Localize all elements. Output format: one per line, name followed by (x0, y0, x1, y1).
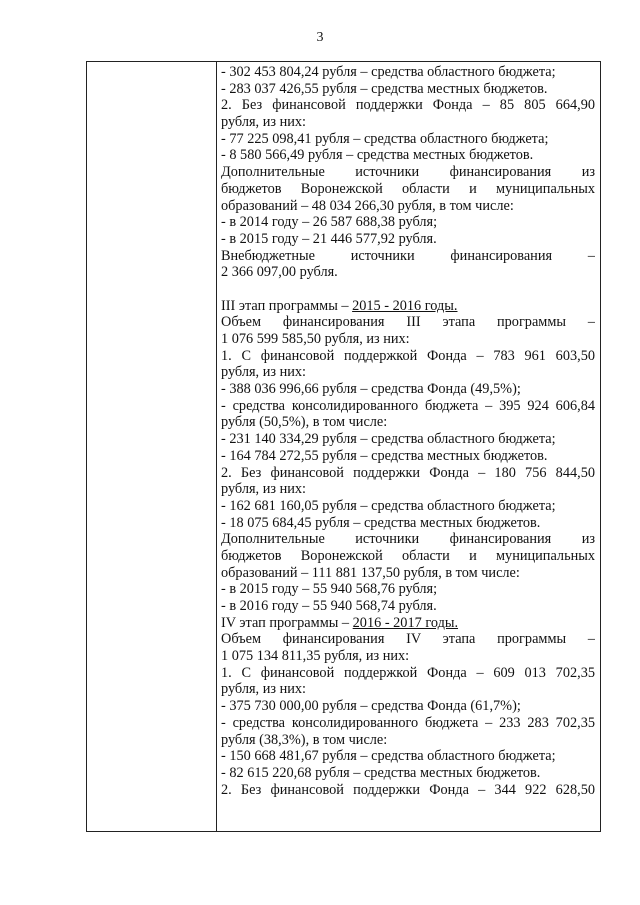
line-text: 1. С финансовой поддержкой Фонда – 783 961 603,50 (221, 347, 595, 364)
line-text: 1 076 599 585,50 рубля, из них: (221, 331, 410, 347)
line-text: - 162 681 160,05 рубля – средства областного бюджета; (221, 497, 556, 514)
text-line (221, 665, 595, 682)
line-text: - 302 453 804,24 рубля – средства областного бюджета; (221, 64, 556, 80)
text-line (221, 398, 595, 415)
line-text: - в 2015 году – 21 446 577,92 рубля. (221, 230, 437, 247)
financing-table (86, 61, 601, 832)
text-line (221, 181, 595, 198)
table-right-column (218, 62, 600, 831)
line-text: образований – 111 881 137,50 рубля, в том числе: (221, 564, 520, 581)
line-text: рубля, из них: (221, 114, 306, 131)
line-text: бюджетов Воронежской области и муниципальных (221, 547, 595, 564)
text-line (221, 681, 595, 698)
text-line (221, 81, 595, 98)
text-line (221, 648, 595, 665)
text-line (221, 364, 595, 381)
text-line (221, 298, 595, 315)
line-text: Дополнительные источники финансирования из (221, 531, 595, 548)
line-text: - 283 037 426,55 рубля – средства местных бюджетов. (221, 80, 548, 97)
text-line (221, 414, 595, 431)
line-text: - 8 580 566,49 рубля – средства местных бюджетов. (221, 147, 534, 164)
line-text: - 77 225 098,41 рубля – средства областного бюджета; (221, 130, 549, 147)
line-text: Объем финансирования III этапа программы – (221, 314, 595, 331)
line-text: - 82 615 220,68 рубля – средства местных бюджетов. (221, 764, 541, 781)
line-text: образований – 48 034 266,30 рубля, в том числе: (221, 197, 514, 214)
line-text: - в 2014 году – 26 587 688,38 рубля; (221, 214, 438, 231)
line-text: - средства консолидированного бюджета – 395 924 606,84 (221, 397, 595, 414)
text-line (221, 465, 595, 482)
line-text: - 150 668 481,67 рубля – средства областного бюджета; (221, 748, 556, 765)
text-line (221, 97, 595, 114)
text-line (221, 498, 595, 515)
line-text: - 18 075 684,45 рубля – средства местных бюджетов. (221, 514, 541, 531)
blank-line (221, 281, 595, 298)
text-line (221, 581, 595, 598)
text-line (221, 381, 595, 398)
line-text: рубля (50,5%), в том числе: (221, 414, 388, 431)
line-text: рубля (38,3%), в том числе: (221, 731, 388, 748)
text-line (221, 264, 595, 281)
text-line (221, 114, 595, 131)
line-text: 2. Без финансовой поддержки Фонда – 85 805 664,90 (221, 97, 595, 114)
line-text: - 388 036 996,66 рубля – средства Фонда (49,5%); (221, 381, 521, 398)
underlined-period: 2015 - 2016 годы. (352, 297, 458, 314)
text-line (221, 531, 595, 548)
text-line (221, 147, 595, 164)
text-line (221, 248, 595, 265)
line-text: бюджетов Воронежской области и муниципальных (221, 180, 595, 197)
text-line (221, 631, 595, 648)
text-line (221, 198, 595, 215)
line-text: 1. С финансовой поддержкой Фонда – 609 013 702,35 (221, 664, 595, 681)
line-text: - в 2015 году – 55 940 568,76 рубля; (221, 581, 438, 598)
line-text: - 231 140 334,29 рубля – средства областного бюджета; (221, 431, 556, 448)
line-text: Дополнительные источники финансирования из (221, 164, 595, 181)
line-text: 2. Без финансовой поддержки Фонда – 344 922 628,50 (221, 781, 595, 798)
text-line (221, 214, 595, 231)
line-text: - средства консолидированного бюджета – 233 283 702,35 (221, 714, 595, 731)
text-line (221, 314, 595, 331)
line-text: - в 2016 году – 55 940 568,74 рубля. (221, 598, 437, 614)
line-text: 1 075 134 811,35 рубля, из них: (221, 648, 410, 665)
text-line (221, 481, 595, 498)
line-text: рубля, из них: (221, 364, 306, 381)
text-line (221, 331, 595, 348)
line-text: IV этап программы – (221, 614, 353, 631)
text-line (221, 348, 595, 365)
line-text: Внебюджетные источники финансирования – (221, 247, 595, 264)
text-line (221, 698, 595, 715)
text-line (221, 565, 595, 582)
text-line (221, 765, 595, 782)
text-line (221, 598, 595, 615)
text-line (221, 732, 595, 749)
line-text: III этап программы – (221, 297, 353, 314)
line-text: - 164 784 272,55 рубля – средства местных бюджетов. (221, 447, 548, 464)
text-line (221, 515, 595, 532)
text-line (221, 748, 595, 765)
underlined-period: 2016 - 2017 годы. (352, 614, 459, 631)
line-text: рубля, из них: (221, 681, 306, 698)
text-line (221, 431, 595, 448)
text-line (221, 164, 595, 181)
text-line (221, 131, 595, 148)
line-text: 2. Без финансовой поддержки Фонда – 180 756 844,50 (221, 464, 595, 481)
text-line (221, 548, 595, 565)
text-line (221, 615, 595, 632)
text-line (221, 715, 595, 732)
page-number: 3 (316, 30, 324, 45)
line-text: - 375 730 000,00 рубля – средства Фонда (61,7%); (221, 698, 521, 715)
text-line (221, 782, 595, 799)
line-text: 2 366 097,00 рубля. (221, 264, 338, 281)
line-text: Объем финансирования IV этапа программы – (221, 631, 595, 648)
text-line (221, 231, 595, 248)
text-line (221, 448, 595, 465)
line-text: рубля, из них: (221, 481, 306, 498)
table-left-column (87, 62, 217, 831)
text-line (221, 64, 595, 81)
